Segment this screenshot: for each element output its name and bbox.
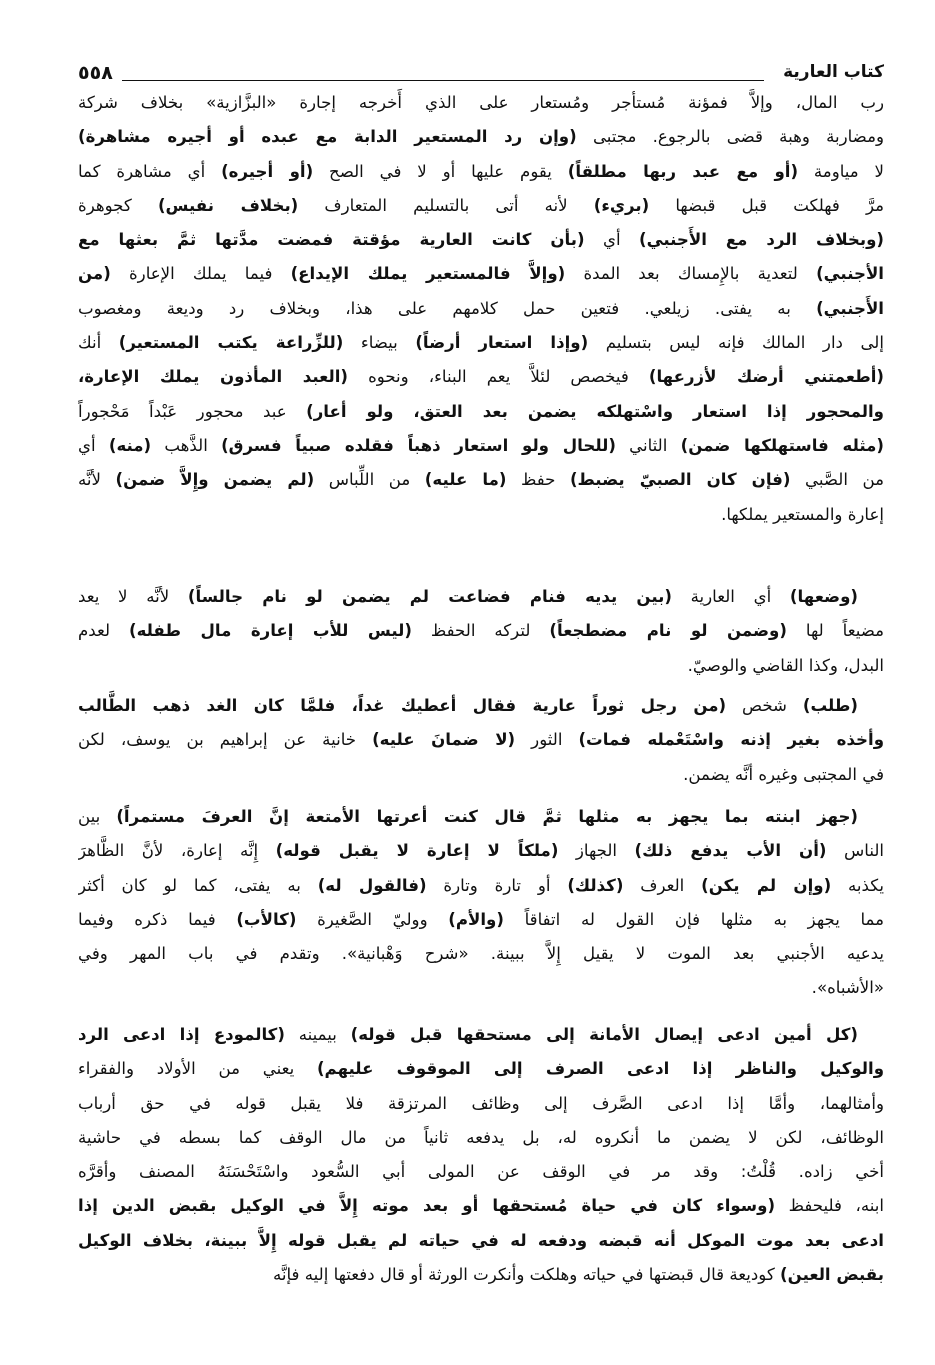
bold-text-segment: الأَجنبي) bbox=[816, 298, 884, 318]
text-segment: أي العارية bbox=[671, 587, 790, 606]
text-segment: مرَّ فهلكت قبل قبضها bbox=[649, 195, 884, 215]
text-line bbox=[78, 834, 884, 868]
bold-text-segment: (بين يديه فنام فضاعت لم يضمن لو نام جالساً) bbox=[187, 587, 672, 606]
text-segment: «الأشباه». bbox=[811, 978, 884, 998]
text-segment: فيخصص لئلاَّ يعم البناء، ونحوه bbox=[348, 367, 649, 387]
text-segment: الذَّهب bbox=[151, 435, 222, 455]
text-segment: أخي زاده. قُلْتُ: وقد مر في الوقف عن المولى أبي السُّعود واسْتَحْسَنَهُ المصنف وأقرَّه bbox=[78, 1162, 884, 1182]
text-segment: عبد محجور عَبْداً مَحْجوراً bbox=[78, 401, 307, 421]
bold-text-segment: (وإن رد المستعير الدابة مع عبده أو أجيره مشاهرة) bbox=[78, 127, 577, 147]
text-line bbox=[78, 758, 884, 792]
text-segment: لأنَّه لا يعد bbox=[78, 587, 188, 606]
text-segment: به يفتى. زيلعي. فتعين حمل كلامهم على هذا، وبخلاف رد وديعة ومغصوب bbox=[78, 298, 817, 318]
text-line bbox=[78, 1155, 884, 1189]
text-line bbox=[78, 1087, 884, 1121]
text-segment: فيما ذكره وفيما bbox=[78, 909, 237, 929]
text-segment: يقوم عليها أو لا في الصح bbox=[313, 161, 568, 181]
text-line bbox=[78, 498, 884, 532]
bold-text-segment: (العبد المأذون يملك الإعارة، bbox=[78, 367, 349, 387]
bold-text-segment: (وإن لم يكن) bbox=[701, 875, 832, 895]
text-segment: رب المال، وإلاَّ فمؤنة مُستأجر ومُستعار على الذي أَخرجه إجارة «البزَّازية» بخلاف شركة bbox=[78, 93, 884, 112]
text-line bbox=[78, 86, 884, 120]
bold-text-segment: (وضعها) bbox=[789, 587, 858, 606]
bold-text-segment: (وضمن لو نام مضطجعاً) bbox=[549, 621, 787, 641]
text-segment: أنك bbox=[78, 333, 119, 353]
text-line bbox=[78, 463, 884, 497]
text-segment: لتعدية بالإِمساك بعد المدة bbox=[565, 264, 817, 284]
paragraph bbox=[78, 1018, 884, 1292]
text-segment: بين bbox=[78, 807, 117, 826]
running-title: كتاب العارية bbox=[783, 62, 884, 82]
text-line bbox=[78, 869, 884, 903]
text-line bbox=[78, 1018, 884, 1052]
bold-text-segment: (أطعمتني أرضك لأزرعها) bbox=[648, 367, 884, 387]
text-line bbox=[78, 580, 884, 614]
text-line bbox=[78, 326, 884, 360]
text-segment: من اللِّباس bbox=[314, 470, 425, 490]
text-segment: وأمثالهما، وأمَّا إذا ادعى الصَّرف إلى وظائف المرتزقة فلا يقبل قوله في حق أرباب bbox=[78, 1093, 884, 1113]
text-segment: أو تارة وتارة bbox=[426, 875, 568, 895]
text-line bbox=[78, 155, 884, 189]
bold-text-segment: (كالمودع إذا ادعى الرد bbox=[78, 1025, 285, 1044]
text-segment: إِنَّه إعارة، لأنَّ الظَّاهرَ bbox=[78, 841, 276, 861]
text-segment: ومضاربة وهبة قضى بالرجوع. مجتبى bbox=[576, 127, 884, 147]
bold-text-segment: (أن الأب يدفع ذلك) bbox=[634, 841, 827, 861]
text-segment: حفظ bbox=[506, 470, 570, 490]
bold-text-segment: (كالأب) bbox=[236, 909, 297, 929]
bold-text-segment: (كذلك) bbox=[567, 875, 624, 895]
text-segment: يكذبه bbox=[831, 875, 884, 895]
text-segment: مضيعاً لها bbox=[786, 621, 884, 641]
bold-text-segment: (بخلاف نفيس) bbox=[157, 195, 299, 215]
bold-text-segment: (للزِّراعة يكتب المستعير) bbox=[118, 333, 344, 353]
bold-text-segment: (فإن كان الصبيّ يضبط) bbox=[569, 470, 791, 490]
text-segment: يعني من الأولاد والفقراء bbox=[78, 1059, 317, 1079]
bold-text-segment: (لا ضمانَ عليه) bbox=[372, 730, 516, 750]
text-line bbox=[78, 429, 884, 463]
text-segment: لأنه أتى بالتسليم المتعارف bbox=[298, 195, 594, 215]
bold-text-segment: (فالقول له) bbox=[317, 875, 427, 895]
text-segment: كوديعة قال قبضتها في حياته وهلكت وأنكرت الورثة أو قال دفعتها إليه فإنَّه bbox=[272, 1265, 781, 1285]
bold-text-segment: (جهز ابنته بما يجهز به مثلها ثمَّ قال كنت أعرتها الأمتعة إنَّ العرفَ مستمراً) bbox=[116, 807, 858, 826]
page-number: ٥٥٨ bbox=[78, 62, 113, 84]
bold-text-segment: (طلب) bbox=[802, 696, 858, 715]
bold-text-segment: (كل أمين ادعى إيصال الأمانة إلى مستحقها قبل قوله) bbox=[350, 1025, 858, 1044]
bold-text-segment: (للحال ولو استعار ذهباً فقلده صبياً فسرق) bbox=[221, 435, 616, 455]
text-line bbox=[78, 1224, 884, 1258]
text-segment: لأنَّه bbox=[78, 470, 116, 490]
bold-text-segment: (وإذا استعار أرضاً) bbox=[415, 333, 589, 353]
bold-text-segment: (ما عليه) bbox=[424, 470, 507, 490]
text-line bbox=[78, 292, 884, 326]
text-segment: العرف bbox=[623, 875, 702, 895]
text-segment: بيضاء bbox=[343, 333, 416, 353]
bold-text-segment: (من رجل ثوراً عارية فقال أعطيك غداً، فلمَّا كان الغد ذهب الطَّالب bbox=[78, 696, 727, 715]
text-segment: الوظائف، لكن لا يضمن ما أنكروه له، بل يدفعه ثانياً من مال الوقف كما بسطه في حاشية bbox=[78, 1127, 884, 1147]
text-segment: أي مشاهرة كما bbox=[78, 161, 222, 181]
text-line bbox=[78, 1052, 884, 1086]
text-segment: من الصَّبي bbox=[790, 470, 884, 490]
text-segment: بيمينه bbox=[284, 1025, 351, 1044]
text-segment: إلى دار المالك فإنه ليس بتسليم bbox=[588, 333, 884, 353]
bold-text-segment: والمحجور إذا استعار واسْتهلكه يضمن بعد العتق، ولو أعار) bbox=[306, 401, 884, 421]
text-line bbox=[78, 1121, 884, 1155]
bold-text-segment: (وسواء كان في حياة مُستحقها أو بعد موته إِلاَّ في الوكيل بقبض الدين إذا bbox=[78, 1196, 776, 1216]
text-line bbox=[78, 649, 884, 683]
text-segment: يدعيه الأجنبي بعد الموت لا يقيل إِلاَّ ببينة. «شرح وَهْبانية». وتقدم في باب المهر وفي bbox=[78, 944, 884, 964]
paragraph bbox=[78, 689, 884, 792]
text-line bbox=[78, 257, 884, 291]
text-line bbox=[78, 189, 884, 223]
bold-text-segment: (بأن كانت العارية مؤقتة فمضت مدَّتها ثمَّ بعثها مع bbox=[78, 230, 585, 250]
text-segment: الناس bbox=[826, 841, 884, 861]
text-line bbox=[78, 360, 884, 394]
bold-text-segment: (والأم) bbox=[448, 909, 504, 929]
bold-text-segment: (مثله فاستهلكها ضمن) bbox=[680, 435, 884, 455]
text-line bbox=[78, 937, 884, 971]
bold-text-segment: (ملكاً لا إعارة لا يقبل قوله) bbox=[275, 841, 559, 861]
text-line bbox=[78, 800, 884, 834]
bold-text-segment: (من bbox=[78, 264, 111, 284]
text-line bbox=[78, 1258, 884, 1292]
bold-text-segment: (وإلاَّ فالمستعير يملك الإيداع) bbox=[290, 264, 566, 284]
text-segment: كجوهرة bbox=[78, 195, 158, 215]
text-segment: الثاني bbox=[615, 435, 681, 455]
text-line bbox=[78, 614, 884, 648]
text-segment: البدل، وكذا القاضي والوصيّ. bbox=[687, 655, 884, 675]
paragraph bbox=[78, 86, 884, 532]
text-segment: أي bbox=[584, 230, 639, 250]
bold-text-segment: (أو أجيره) bbox=[221, 161, 314, 181]
bold-text-segment: والوكيل والناظر إذا ادعى الصرف إلى الموقوف عليهم) bbox=[316, 1059, 884, 1079]
text-segment: الثور bbox=[515, 730, 579, 750]
bold-text-segment: بقبض العين) bbox=[780, 1265, 884, 1285]
text-segment: لعدم bbox=[78, 621, 130, 641]
bold-text-segment: (أو مع عبد ربها مطلقاً) bbox=[567, 161, 799, 181]
header-rule bbox=[122, 80, 764, 81]
bold-text-segment: الأجنبي) bbox=[816, 264, 884, 284]
text-line bbox=[78, 120, 884, 154]
text-line bbox=[78, 395, 884, 429]
text-segment: شخص bbox=[726, 696, 803, 715]
text-segment: فيما يملك الإعارة bbox=[110, 264, 291, 284]
text-segment: إعارة والمستعير يملكها. bbox=[721, 504, 884, 524]
bold-text-segment: (وبخلاف الرد مع الأَجنبي) bbox=[639, 230, 884, 250]
bold-text-segment: (بريء) bbox=[593, 195, 650, 215]
text-line bbox=[78, 223, 884, 257]
bold-text-segment: وأخذه بغير إذنه واسْتَعْمله فمات) bbox=[578, 730, 884, 750]
text-segment: أي bbox=[78, 435, 109, 455]
text-segment: مما يجهز به مثلها فإن القول له اتفاقاً bbox=[503, 909, 884, 929]
text-segment: الجهاز bbox=[558, 841, 635, 861]
bold-text-segment: (ليس للأب إعارة مال طفله) bbox=[129, 621, 412, 641]
text-segment: لتركه الحفظ bbox=[411, 621, 550, 641]
text-line bbox=[78, 903, 884, 937]
text-line bbox=[78, 1189, 884, 1223]
text-segment: به يفتى، كما لو كان أكثر bbox=[78, 875, 318, 895]
text-line bbox=[78, 971, 884, 1005]
text-line bbox=[78, 689, 884, 723]
bold-text-segment: (لم يضمن وإِلاَّ ضمن) bbox=[115, 470, 315, 490]
paragraph bbox=[78, 580, 884, 683]
paragraph bbox=[78, 800, 884, 1006]
text-line bbox=[78, 723, 884, 757]
text-segment: لا مياومة bbox=[798, 161, 884, 181]
bold-text-segment: (منه) bbox=[108, 435, 152, 455]
text-segment: ووليّ الصَّغيرة bbox=[296, 909, 449, 929]
text-segment: خانية عن إبراهيم بن يوسف، لكن bbox=[78, 730, 373, 750]
bold-text-segment: ادعى بعد موت الموكل أنه قبضه ودفعه له في حياته لم يقبل قوله إِلاَّ ببينة، بخلاف الوكيل bbox=[78, 1230, 884, 1250]
text-segment: ابنه، فليحفظ bbox=[775, 1196, 884, 1216]
text-segment: في المجتبى وغيره أنَّه يضمن. bbox=[683, 764, 884, 784]
